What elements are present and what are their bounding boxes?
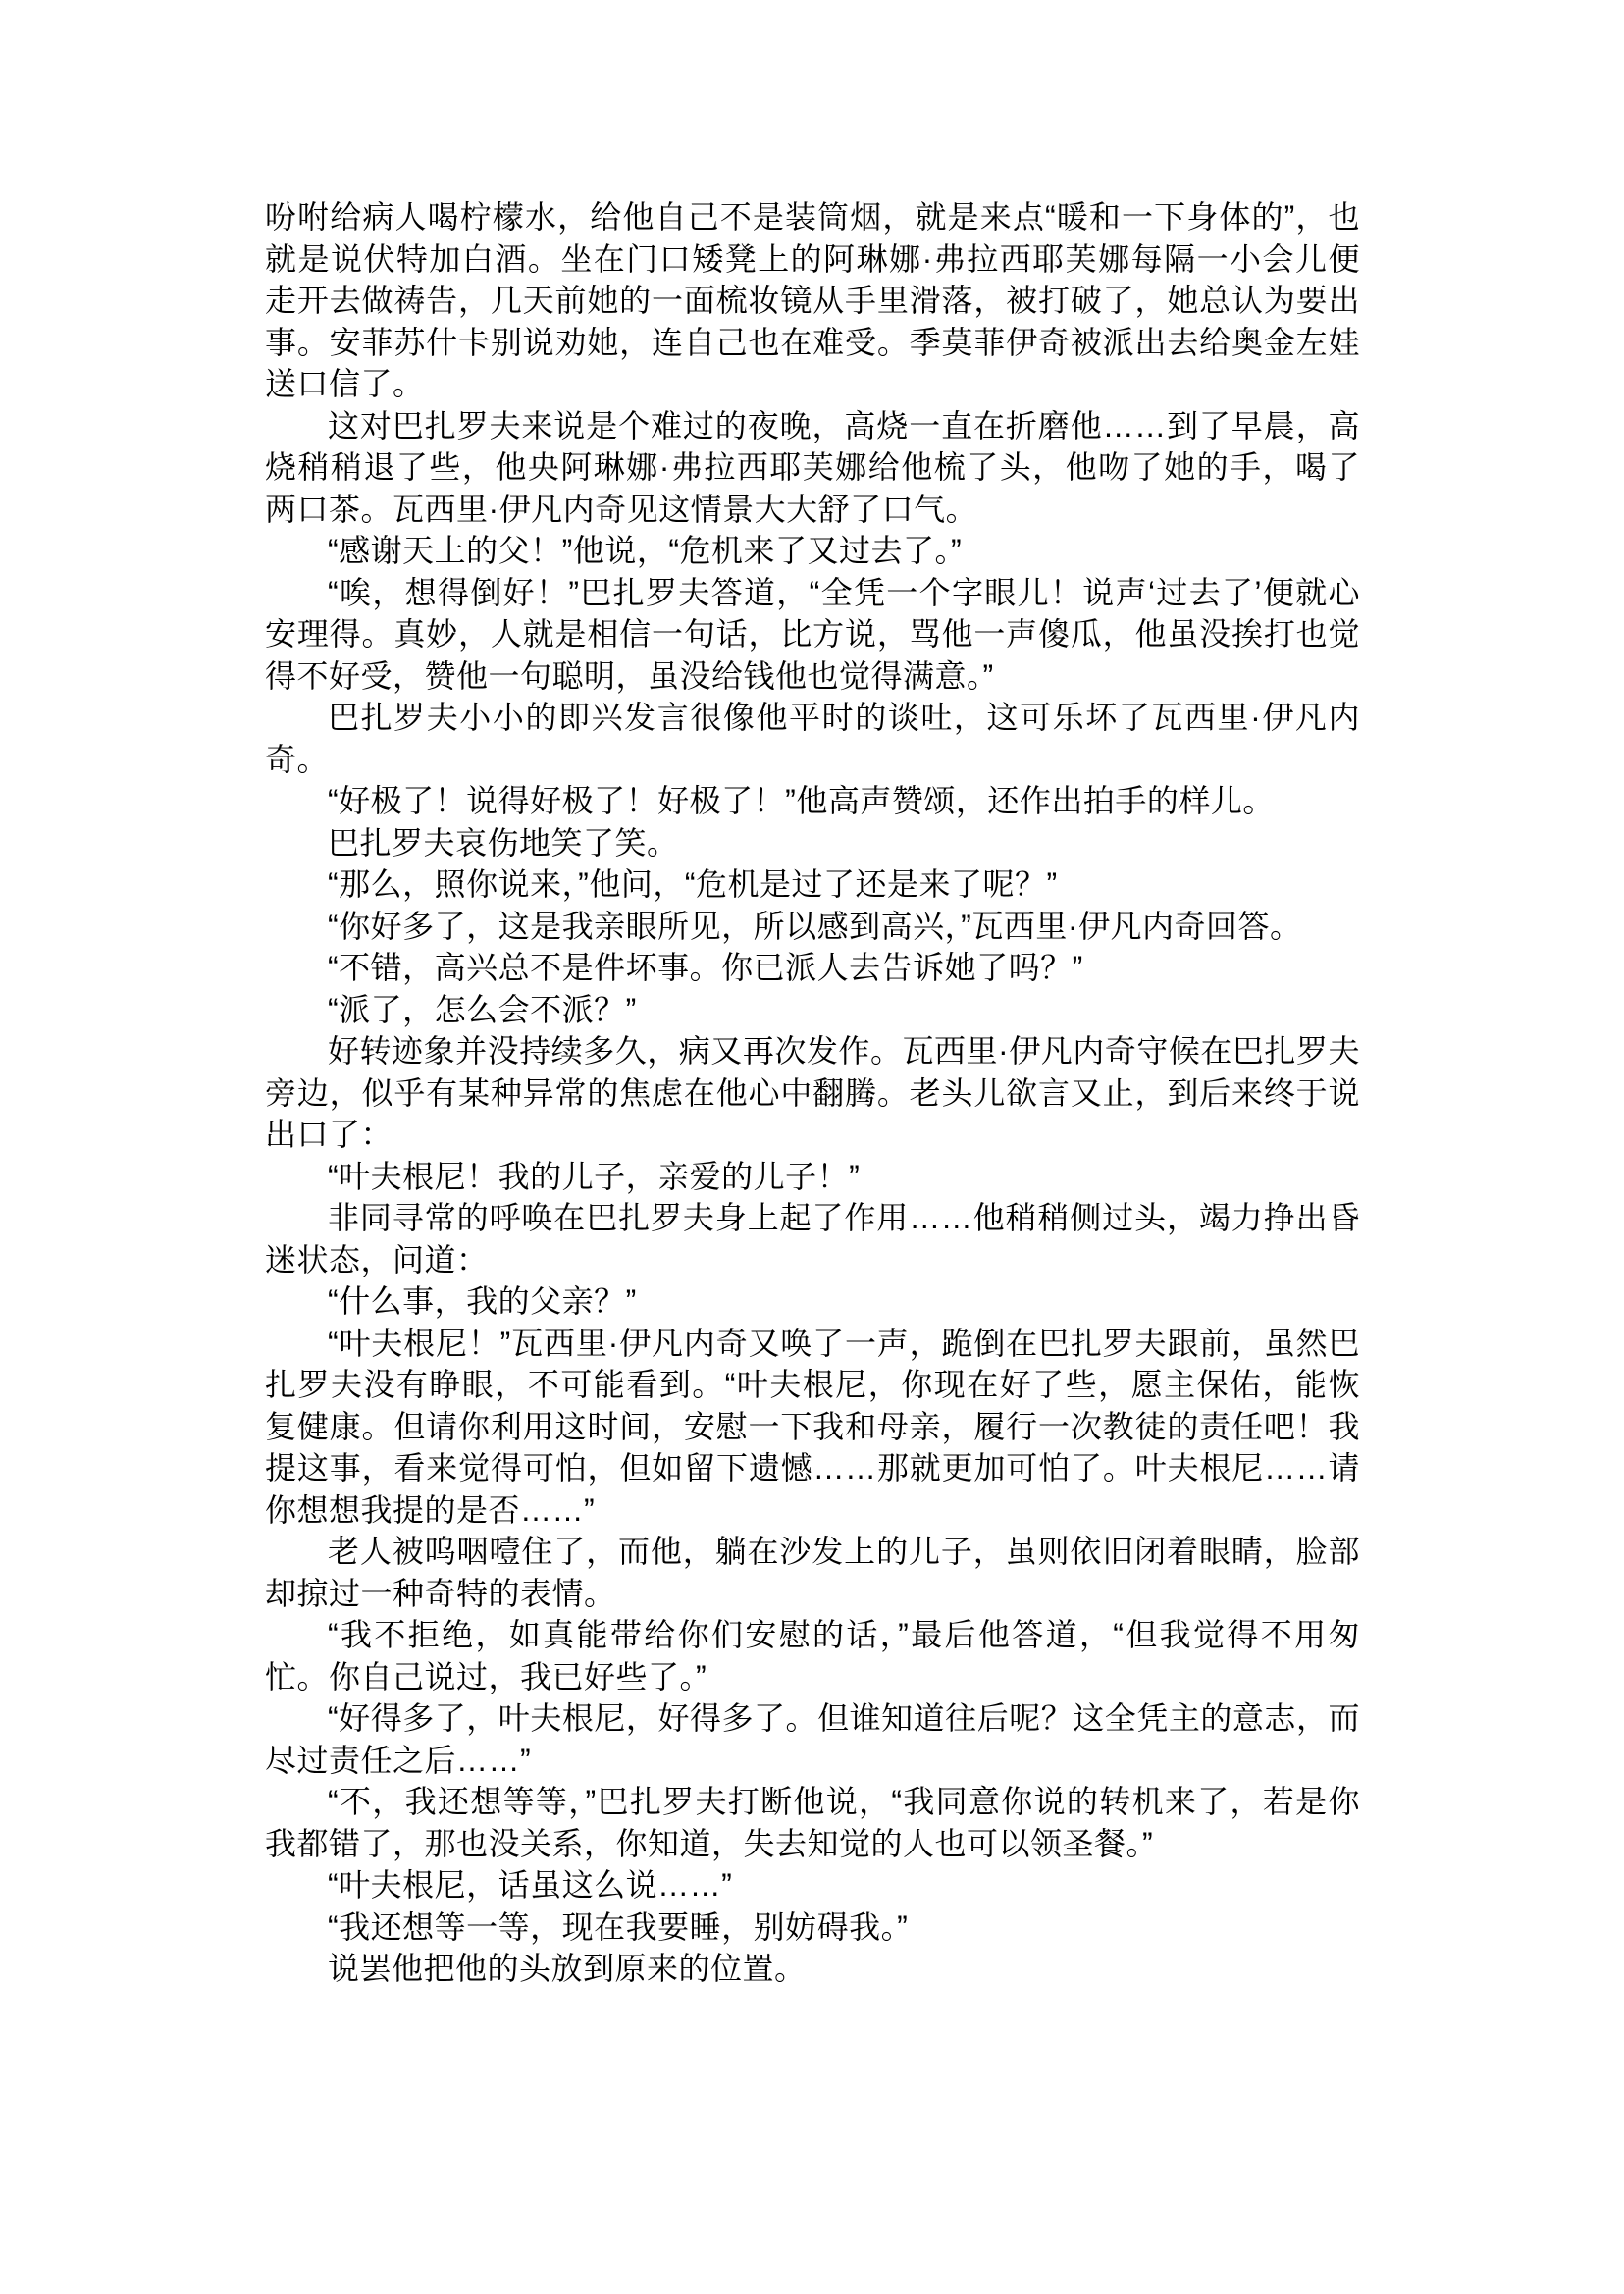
paragraph: “叶夫根尼！”瓦西里·伊凡内奇又唤了一声，跪倒在巴扎罗夫跟前，虽然巴扎罗夫没有睁眼，不可能看到。“叶夫根尼，你现在好了些，愿主保佑，能恢复健康。但请你利用这时间，安慰一下我和母亲，履行一次教徒的责任吧！我提这事，看来觉得可怕，但如留下遗憾……那就更加可怕了。叶夫根尼……请你想想我提的是否……”: [265, 1325, 1360, 1528]
paragraph: “我还想等一等，现在我要睡，别妨碍我。”: [328, 1908, 909, 1945]
paragraph: 这对巴扎罗夫来说是个难过的夜晚，高烧一直在折磨他……到了早晨，高烧稍稍退了些，他央阿琳娜·弗拉西耶芙娜给他梳了头，他吻了她的手，喝了两口茶。瓦西里·伊凡内奇见这情景大大舒了口气。: [265, 407, 1360, 527]
paragraph: “不错，高兴总不是件坏事。你已派人去告诉她了吗？”: [328, 950, 1083, 985]
paragraph: “派了，怎么会不派？”: [328, 991, 637, 1027]
paragraph: “好极了！说得好极了！好极了！”他高声赞颂，还作出拍手的样儿。: [328, 783, 1275, 818]
paragraph: “不，我还想等等，”巴扎罗夫打断他说，“我同意你说的转机来了，若是你我都错了，那也没关系，你知道，失去知觉的人也可以领圣餐。”: [265, 1784, 1360, 1861]
paragraph: 非同寻常的呼唤在巴扎罗夫身上起了作用……他稍稍侧过头，竭力挣出昏迷状态，问道：: [265, 1200, 1360, 1277]
paragraph: “叶夫根尼！我的儿子，亲爱的儿子！”: [328, 1158, 861, 1194]
paragraph: “叶夫根尼，话虽这么说……”: [328, 1867, 733, 1903]
paragraph: “那么，照你说来，”他问，“危机是过了还是来了呢？”: [328, 866, 1058, 902]
paragraph: 说罢他把他的头放到原来的位置。: [328, 1951, 807, 1986]
paragraph: 巴扎罗夫哀伤地笑了笑。: [328, 824, 679, 860]
paragraph: 老人被呜咽噎住了，而他，躺在沙发上的儿子，虽则依旧闭着眼睛，脸部却掠过一种奇特的表情。: [265, 1534, 1360, 1611]
paragraph: 巴扎罗夫小小的即兴发言很像他平时的谈吐，这可乐坏了瓦西里·伊凡内奇。: [265, 700, 1360, 777]
paragraph: “你好多了，这是我亲眼所见，所以感到高兴，”瓦西里·伊凡内奇回答。: [328, 908, 1302, 944]
paragraph: 吩咐给病人喝柠檬水，给他自己不是装筒烟，就是来点“暖和一下身体的”，也就是说伏特加白酒。坐在门口矮凳上的阿琳娜·弗拉西耶芙娜每隔一小会儿便走开去做祷告，几天前她的一面梳妆镜从手里滑落，被打破了，她总认为要出事。安菲苏什卡别说劝她，连自己也在难受。季莫菲伊奇被派出去给奥金左娃送口信了。: [265, 199, 1360, 401]
paragraph: “好得多了，叶夫根尼，好得多了。但谁知道往后呢？这全凭主的意志，而尽过责任之后……”: [265, 1700, 1360, 1778]
paragraph: “我不拒绝，如真能带给你们安慰的话，”最后他答道，“但我觉得不用匆忙。你自己说过，我已好些了。”: [265, 1617, 1360, 1694]
page-text: [265, 196, 1360, 1990]
paragraph: 好转迹象并没持续多久，病又再次发作。瓦西里·伊凡内奇守候在巴扎罗夫旁边，似乎有某种异常的焦虑在他心中翻腾。老头儿欲言又止，到后来终于说出口了：: [265, 1033, 1360, 1152]
paragraph: “什么事，我的父亲？”: [328, 1283, 637, 1319]
paragraph: “感谢天上的父！”他说，“危机来了又过去了。”: [328, 533, 963, 568]
paragraph: “唉，想得倒好！”巴扎罗夫答道，“全凭一个字眼儿！说声‘过去了’便就心安理得。真妙，人就是相信一句话，比方说，骂他一声傻瓜，他虽没挨打也觉得不好受，赞他一句聪明，虽没给钱他也觉得满意。”: [265, 574, 1360, 694]
